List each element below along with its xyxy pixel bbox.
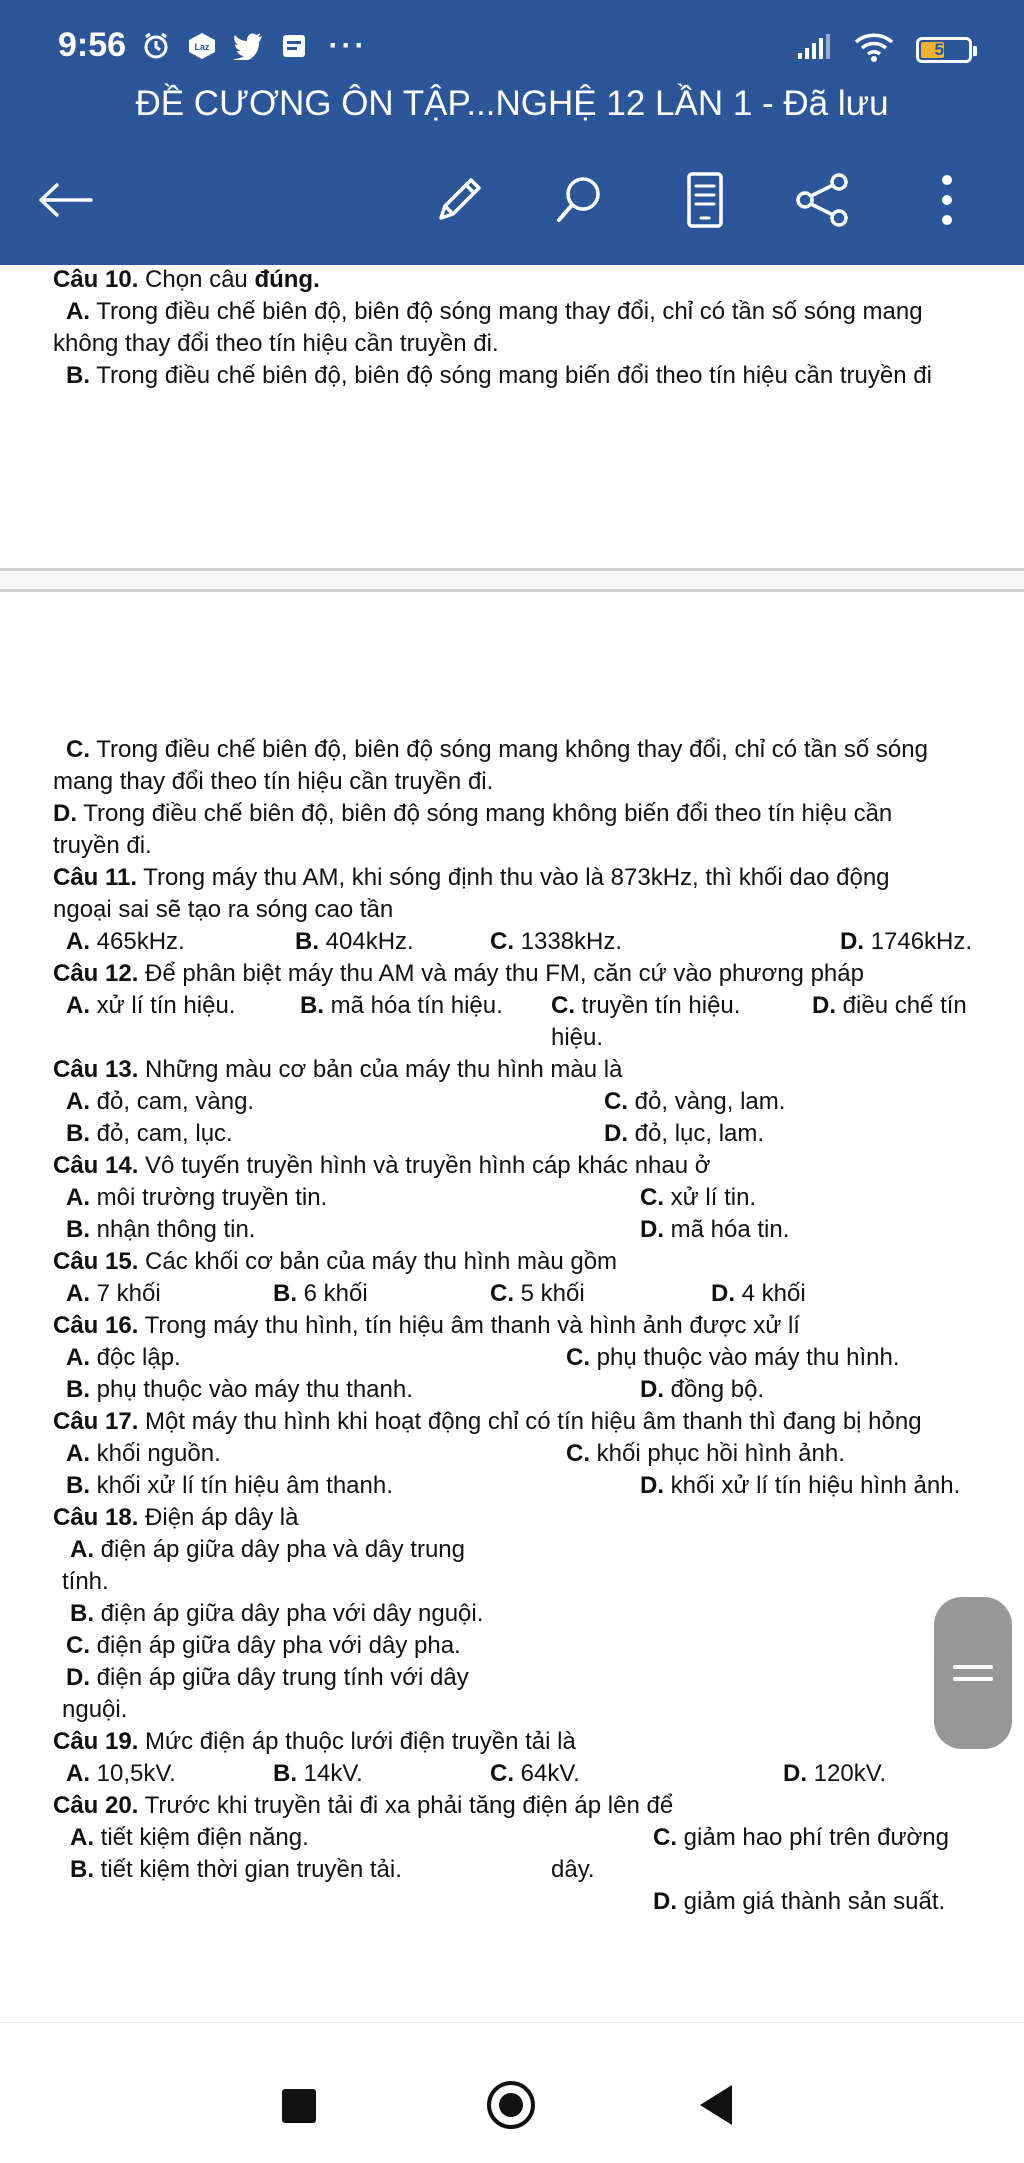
- share-icon[interactable]: [788, 165, 858, 235]
- twitter-icon: [232, 30, 264, 62]
- lazada-icon: [186, 30, 218, 62]
- q11-option-b: B. 404kHz.: [295, 928, 414, 955]
- question-20: Câu 20. Trước khi truyền tải đi xa phải tăng điện áp lên để: [53, 1792, 674, 1819]
- q18-option-a: A. điện áp giữa dây pha và dây trung: [70, 1536, 465, 1563]
- edit-pencil-icon[interactable]: [424, 165, 494, 235]
- more-vertical-icon[interactable]: [912, 165, 982, 235]
- battery-level: 51: [934, 39, 954, 59]
- q11-option-c: C. 1338kHz.: [490, 928, 623, 955]
- home-circle-icon[interactable]: [487, 2081, 535, 2129]
- wifi-icon: [854, 32, 894, 67]
- recents-square-icon[interactable]: [282, 2089, 316, 2123]
- more-dots-icon: ···: [328, 29, 368, 62]
- app-header: [0, 0, 1024, 265]
- toolbar: [0, 165, 1024, 235]
- q13-option-b: B. đỏ, cam, lục.: [66, 1120, 233, 1147]
- q11-option-d: D. 1746kHz.: [840, 928, 973, 955]
- reading-mode-icon[interactable]: [670, 165, 740, 235]
- document-view[interactable]: [0, 265, 1024, 2022]
- question-18: Câu 18. Điện áp dây là: [53, 1504, 299, 1531]
- q20-option-d: D. giảm giá thành sản suất.: [653, 1888, 946, 1915]
- q15-option-d: D. 4 khối: [711, 1280, 806, 1307]
- q10-option-a: A. Trong điều chế biên độ, biên độ sóng mang thay đổi, chỉ có tần số sóng mang: [66, 298, 923, 325]
- q12-option-c-cont: hiệu.: [551, 1024, 604, 1051]
- status-bar: [0, 0, 1024, 95]
- q19-option-a: A. 10,5kV.: [66, 1760, 176, 1787]
- question-17: Câu 17. Một máy thu hình khi hoạt động chỉ có tín hiệu âm thanh thì đang bị hỏng: [53, 1408, 922, 1435]
- question-12: Câu 12. Để phân biệt máy thu AM và máy thu FM, căn cứ vào phương pháp: [53, 960, 864, 987]
- q10-option-d-cont: truyền đi.: [53, 832, 152, 859]
- q18-option-d-cont: nguội.: [62, 1696, 128, 1723]
- q10-option-c-cont: mang thay đổi theo tín hiệu cần truyền đi.: [53, 768, 494, 795]
- back-arrow-icon[interactable]: [30, 165, 100, 235]
- q19-option-d: D. 120kV.: [783, 1760, 887, 1787]
- q12-option-b: B. mã hóa tín hiệu.: [300, 992, 503, 1019]
- q14-option-c: C. xử lí tin.: [640, 1184, 757, 1211]
- q20-option-b: B. tiết kiệm thời gian truyền tải.: [70, 1856, 402, 1883]
- signal-icon: [796, 33, 832, 66]
- q16-option-b: B. phụ thuộc vào máy thu thanh.: [66, 1376, 413, 1403]
- alarm-icon: [140, 30, 172, 62]
- question-16: Câu 16. Trong máy thu hình, tín hiệu âm thanh và hình ảnh được xử lí: [53, 1312, 800, 1339]
- q15-option-b: B. 6 khối: [273, 1280, 368, 1307]
- q12-option-a: A. xử lí tín hiệu.: [66, 992, 236, 1019]
- q18-option-c: C. điện áp giữa dây pha với dây pha.: [66, 1632, 461, 1659]
- q18-option-a-cont: tính.: [62, 1568, 109, 1595]
- q16-option-d: D. đồng bộ.: [640, 1376, 765, 1403]
- q17-option-b: B. khối xử lí tín hiệu âm thanh.: [66, 1472, 393, 1499]
- document-title[interactable]: ĐỀ CƯƠNG ÔN TẬP...NGHỆ 12 LẦN 1 - Đã lưu: [135, 84, 889, 123]
- q17-option-c: C. khối phục hồi hình ảnh.: [566, 1440, 845, 1467]
- svg-text:Laz: Laz: [194, 42, 210, 52]
- status-time: 9:56: [58, 26, 127, 64]
- q20-option-c: C. giảm hao phí trên đường: [653, 1824, 949, 1851]
- q10-option-a-cont: không thay đổi theo tín hiệu cần truyền đi.: [53, 330, 499, 357]
- q20-option-a: A. tiết kiệm điện năng.: [70, 1824, 309, 1851]
- q19-option-b: B. 14kV.: [273, 1760, 363, 1787]
- page-gap: [0, 571, 1024, 589]
- system-nav-bar: [0, 2022, 1024, 2163]
- question-11: Câu 11. Trong máy thu AM, khi sóng định thu vào là 873kHz, thì khối dao động: [53, 864, 890, 891]
- q16-option-c: C. phụ thuộc vào máy thu hình.: [566, 1344, 900, 1371]
- page-break-bottom: [0, 589, 1024, 592]
- fast-scroll-handle[interactable]: [934, 1597, 1012, 1749]
- search-icon[interactable]: [544, 165, 614, 235]
- back-triangle-icon[interactable]: [700, 2085, 732, 2125]
- q16-option-a: A. độc lập.: [66, 1344, 181, 1371]
- q12-option-c: C. truyền tín hiệu.: [551, 992, 741, 1019]
- question-15: Câu 15. Các khối cơ bản của máy thu hình màu gồm: [53, 1248, 618, 1275]
- battery-icon: [916, 37, 972, 63]
- q18-option-d: D. điện áp giữa dây trung tính với dây: [66, 1664, 469, 1691]
- q14-option-b: B. nhận thông tin.: [66, 1216, 256, 1243]
- q14-option-d: D. mã hóa tin.: [640, 1216, 790, 1243]
- q17-option-a: A. khối nguồn.: [66, 1440, 221, 1467]
- question-19: Câu 19. Mức điện áp thuộc lưới điện truyền tải là: [53, 1728, 576, 1755]
- q12-option-d: D. điều chế tín: [812, 992, 967, 1019]
- q18-option-b: B. điện áp giữa dây pha với dây nguội.: [70, 1600, 484, 1627]
- question-13: Câu 13. Những màu cơ bản của máy thu hình màu là: [53, 1056, 623, 1083]
- question-14: Câu 14. Vô tuyến truyền hình và truyền hình cáp khác nhau ở: [53, 1152, 711, 1179]
- q13-option-c: C. đỏ, vàng, lam.: [604, 1088, 786, 1115]
- question-10: Câu 10. Chọn câu đúng.: [53, 266, 320, 293]
- q17-option-d: D. khối xử lí tín hiệu hình ảnh.: [640, 1472, 961, 1499]
- q10-option-b: B. Trong điều chế biên độ, biên độ sóng mang biến đổi theo tín hiệu cần truyền đi: [66, 362, 932, 389]
- q15-option-c: C. 5 khối: [490, 1280, 585, 1307]
- q20-option-c-cont: dây.: [551, 1856, 595, 1883]
- q19-option-c: C. 64kV.: [490, 1760, 580, 1787]
- q15-option-a: A. 7 khối: [66, 1280, 161, 1307]
- notes-icon: [278, 30, 310, 62]
- q13-option-d: D. đỏ, lục, lam.: [604, 1120, 765, 1147]
- q11-option-a: A. 465kHz.: [66, 928, 185, 955]
- q10-option-d: D. Trong điều chế biên độ, biên độ sóng mang không biến đổi theo tín hiệu cần: [53, 800, 893, 827]
- q10-option-c: C. Trong điều chế biên độ, biên độ sóng mang không thay đổi, chỉ có tần số sóng: [66, 736, 928, 763]
- status-right: [796, 32, 972, 67]
- q14-option-a: A. môi trường truyền tin.: [66, 1184, 328, 1211]
- question-11-cont: ngoại sai sẽ tạo ra sóng cao tần: [53, 896, 394, 923]
- notification-icons: [140, 29, 368, 62]
- q13-option-a: A. đỏ, cam, vàng.: [66, 1088, 255, 1115]
